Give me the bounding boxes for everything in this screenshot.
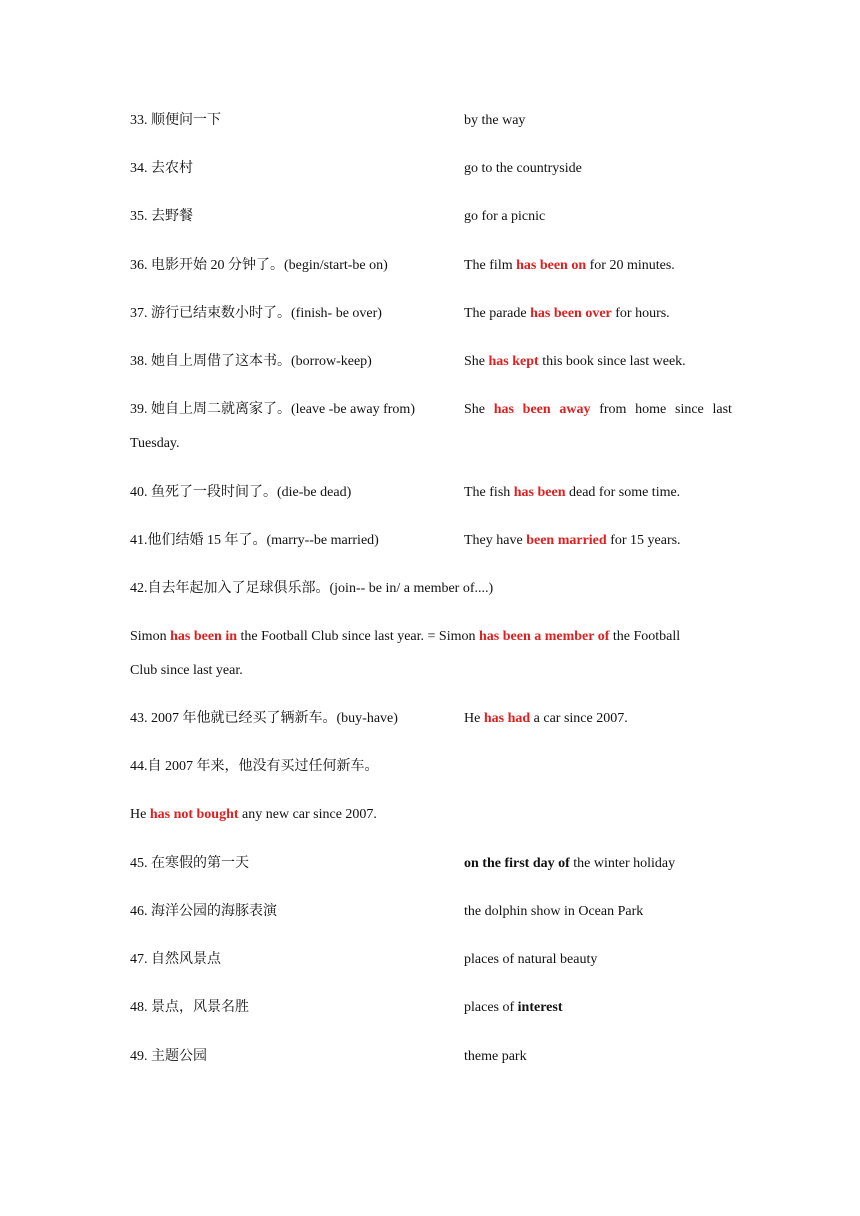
chinese-phrase: 37. 游行已结束数小时了。(finish- be over) — [130, 306, 382, 321]
english-sentence: Simon has been in the Football Club since last year. = Simon has been a member of the Football — [130, 629, 681, 644]
chinese-phrase: 49. 主题公园 — [130, 1049, 207, 1064]
chinese-phrase: 38. 她自上周借了这本书。(borrow-keep) — [130, 354, 372, 369]
chinese-phrase: 35. 去野餐 — [130, 209, 193, 224]
chinese-phrase: 42.自去年起加入了足球俱乐部。(join-- be in/ a member of....) — [130, 581, 494, 596]
chinese-phrase: 41.他们结婚 15 年了。(marry--be married) — [130, 533, 379, 548]
english-phrase: by the way — [464, 113, 526, 128]
highlight-phrase: has not bought — [149, 807, 239, 822]
continuation-line: Club since last year. — [130, 663, 243, 678]
highlight-phrase: has been over — [530, 306, 612, 321]
english-phrase: The fish has been dead for some time. — [464, 485, 681, 500]
bold-phrase: interest — [517, 1000, 563, 1015]
english-phrase: The film has been on for 20 minutes. — [464, 258, 675, 273]
english-phrase: places of interest — [464, 1000, 563, 1015]
highlight-phrase: been married — [526, 533, 607, 548]
bold-phrase: on the first day of — [464, 856, 570, 871]
highlight-word: has — [493, 402, 514, 417]
highlight-word: been — [522, 402, 551, 417]
english-phrase: go to the countryside — [464, 161, 582, 176]
english-phrase: places of natural beauty — [464, 952, 598, 967]
english-phrase: on the first day of the winter holiday — [464, 856, 676, 871]
chinese-phrase: 48. 景点，风景名胜 — [130, 1000, 249, 1015]
highlight-phrase: has kept — [488, 354, 539, 369]
english-phrase: She has been away from home since last — [464, 393, 732, 427]
chinese-phrase: 44.自 2007 年来，他没有买过任何新车。 — [130, 759, 379, 774]
chinese-phrase: 43. 2007 年他就已经买了辆新车。(buy-have) — [130, 711, 398, 726]
chinese-phrase: 47. 自然风景点 — [130, 952, 221, 967]
chinese-phrase: 46. 海洋公园的海豚表演 — [130, 904, 277, 919]
highlight-phrase: has been on — [516, 258, 587, 273]
english-phrase: theme park — [464, 1049, 527, 1064]
english-phrase: He has had a car since 2007. — [464, 711, 628, 726]
chinese-phrase: 40. 鱼死了一段时间了。(die-be dead) — [130, 485, 352, 500]
chinese-phrase: 39. 她自上周二就离家了。(leave -be away from) — [130, 402, 415, 417]
highlight-phrase: has had — [483, 711, 531, 726]
chinese-phrase: 33. 顺便问一下 — [130, 113, 221, 128]
english-phrase: The parade has been over for hours. — [464, 306, 670, 321]
english-phrase: go for a picnic — [464, 209, 546, 224]
chinese-phrase: 34. 去农村 — [130, 161, 193, 176]
highlight-phrase: has been — [513, 485, 566, 500]
highlight-word: away — [559, 402, 591, 417]
english-phrase: They have been married for 15 years. — [464, 533, 681, 548]
english-sentence: He has not bought any new car since 2007. — [130, 807, 377, 822]
chinese-phrase: 36. 电影开始 20 分钟了。(begin/start-be on) — [130, 258, 388, 273]
english-phrase: She has kept this book since last week. — [464, 354, 686, 369]
highlight-phrase: has been a member of — [479, 629, 610, 644]
english-phrase: the dolphin show in Ocean Park — [464, 904, 644, 919]
highlight-phrase: has been in — [170, 629, 237, 644]
chinese-phrase: 45. 在寒假的第一天 — [130, 856, 249, 871]
continuation-line: Tuesday. — [130, 436, 180, 451]
